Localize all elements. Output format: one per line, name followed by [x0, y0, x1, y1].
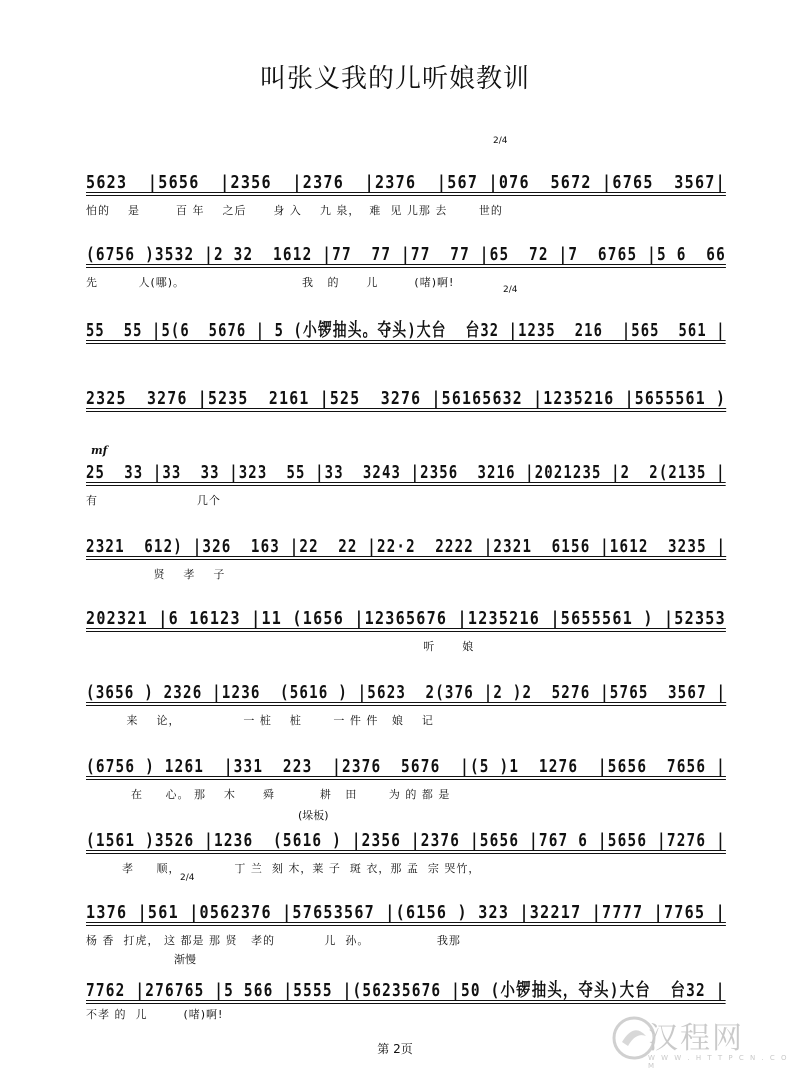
- lyrics-line: 来 论， 一 桩 桩 一 件 件 娘 记: [86, 714, 434, 727]
- lyrics-line: 不孝 的 儿 (啫)啊!: [86, 1008, 224, 1021]
- lyrics-line: 孝 顺， 丁 兰 刻 木，莱 子 斑 衣，那 孟 宗 哭竹，: [86, 862, 481, 875]
- time-signature-2: 2/4: [503, 285, 518, 295]
- jianpu-notes: 2325 3276 |5235 2161 |525 3276 |56165632 |1235216 |5655561 ): [86, 388, 727, 409]
- time-signature-3: 2/4: [180, 873, 195, 883]
- lyrics-line: 听 娘: [86, 640, 475, 653]
- jianpu-notes: (6756 ) 1261 |331 223 |2376 5676 |(5 )1 1276 |5656 7656 |: [86, 756, 726, 777]
- jianpu-notes: (1561 )3526 |1236 (5616 ) |2356 |2376 |5656 |767 6 |5656 |7276 |: [86, 830, 726, 851]
- lyrics-line: 贤 孝 子: [86, 568, 226, 581]
- jianpu-notes: 202321 |6 16123 |11 (1656 |12365676 |1235216 |5655561 ) |52353: [86, 608, 726, 629]
- jianpu-notes: 2321 612) |326 163 |22 22 |22·2 2222 |2321 6156 |1612 3235 |: [86, 536, 727, 557]
- jianpu-notes: 55 55 |5(6 5676 | 5 (小锣抽头。夺头)大台 台32 |1235 216 |565 561 |: [86, 320, 726, 341]
- page-title: 叫张义我的儿听娘教训: [259, 64, 530, 94]
- lyrics-line: 怕的 是 百 年 之后 身 入 九 泉， 难 见 儿那 去 世的: [86, 204, 503, 217]
- jianpu-notes: 1376 |561 |0562376 |57653567 |(6156 ) 323 |32217 |7777 |7765 |: [86, 902, 726, 923]
- lyrics-line: 杨 香 打虎， 这 都是 那 贤 孝的 儿 孙。 我那: [86, 934, 461, 947]
- jianpu-notes: 5623 |5656 |2356 |2376 |2376 |567 |076 5672 |6765 3567|: [86, 172, 726, 193]
- lyrics-line: 在 心。 那 木 舜 耕 田 为 的 都 是: [86, 788, 451, 801]
- jianpu-notes: 25 33 |33 33 |323 55 |33 3243 |2356 3216 |2021235 |2 2(2135 |: [86, 462, 726, 483]
- jianpu-notes: (6756 )3532 |2 32 1612 |77 77 |77 77 |65 72 |7 6765 |5 6 66: [86, 244, 726, 265]
- lyrics-line: 先 人(哪)。 我 的 儿 (啫)啊!: [86, 276, 455, 289]
- watermark-text: 汉程网: [648, 1021, 744, 1056]
- lyrics-line: [86, 346, 726, 364]
- watermark-url: W W W . H T T P C N . C O M: [648, 1054, 789, 1070]
- page-number: 第 2页: [377, 1042, 413, 1056]
- dynamic-mark: mf: [91, 444, 108, 457]
- tempo-mark-jianman: 渐慢: [174, 953, 196, 966]
- time-signature-1: 2/4: [493, 136, 508, 146]
- tempo-mark-duoban: (垛板): [298, 809, 329, 822]
- jianpu-notes: 7762 |276765 |5 566 |5555 |(56235676 |50 (小锣抽头，夺头)大台 台32 |: [86, 980, 726, 1001]
- lyrics-line: [86, 418, 726, 436]
- jianpu-notes: (3656 ) 2326 |1236 (5616 ) |5623 2(376 |2 )2 5276 |5765 3567 |: [86, 682, 727, 703]
- lyrics-line: 有 几个: [86, 494, 221, 507]
